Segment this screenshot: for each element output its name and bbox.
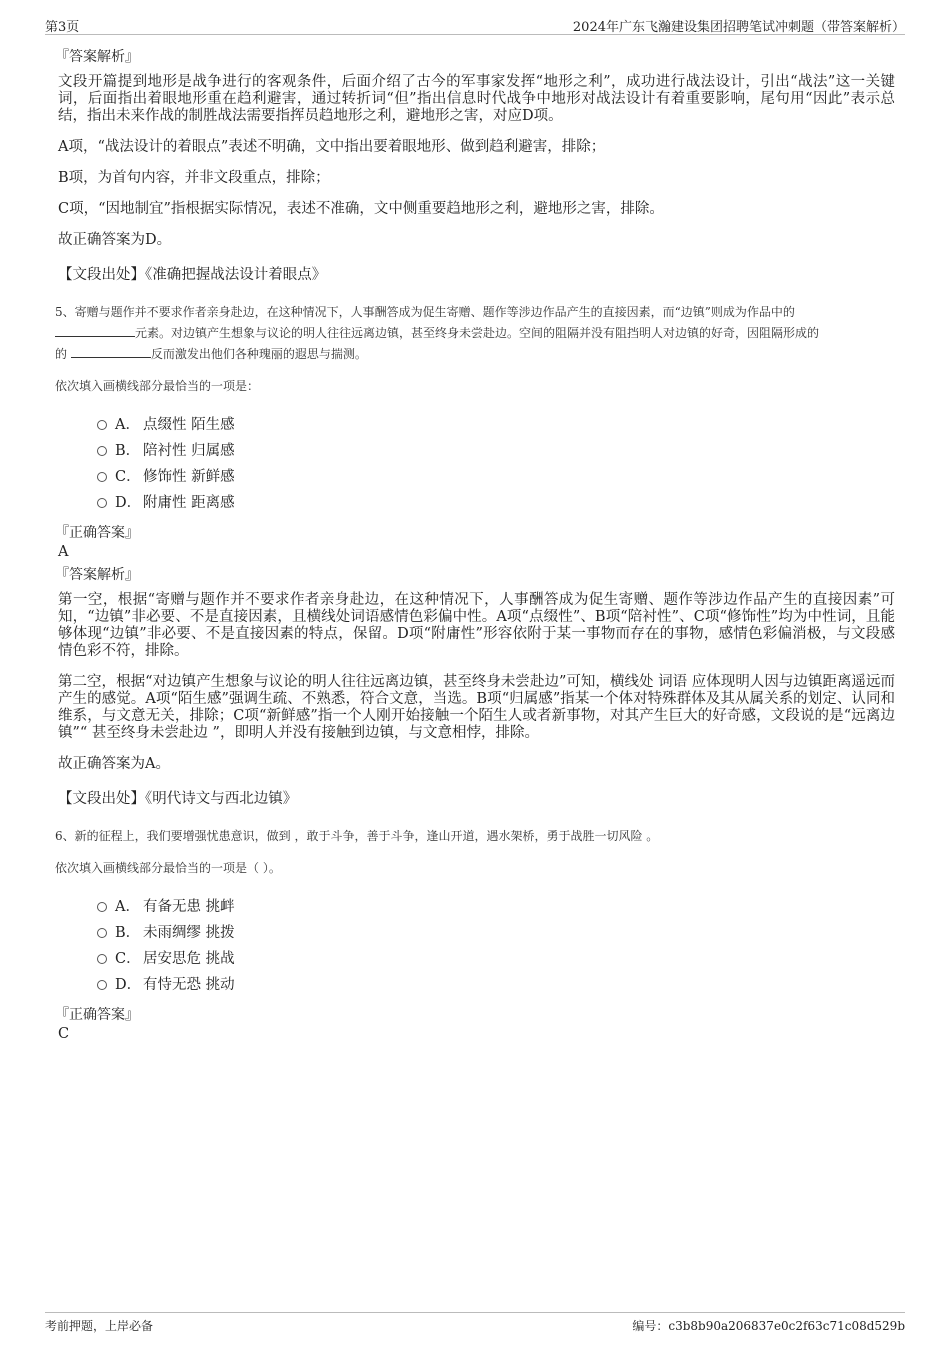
correct-answer: C — [58, 1026, 70, 1042]
radio-icon[interactable] — [97, 498, 107, 508]
option-c[interactable]: C． 居安思危 挑战 — [97, 946, 895, 972]
analysis-paragraph: B项，为首句内容，并非文段重点，排除； — [58, 170, 330, 186]
page-footer — [45, 1312, 905, 1335]
radio-icon[interactable] — [97, 446, 107, 456]
fill-blank — [71, 345, 151, 358]
radio-icon[interactable] — [97, 902, 107, 912]
analysis-conclusion: 故正确答案为D。 — [58, 232, 172, 248]
page-header — [45, 14, 905, 35]
page-content — [55, 46, 895, 1046]
analysis-conclusion: 故正确答案为A。 — [58, 756, 170, 772]
question-5-options — [97, 412, 895, 516]
analysis-paragraph: A项，“战法设计的着眼点”表述不明确，文中指出要着眼地形、做到趋利避害，排除； — [58, 139, 606, 155]
fill-blank — [55, 324, 135, 337]
option-b[interactable]: B． 陪衬性 归属感 — [97, 438, 895, 464]
correct-answer-label: 『正确答案』 — [55, 525, 139, 541]
radio-icon[interactable] — [97, 928, 107, 938]
analysis-paragraph: 第二空，根据“对边镇产生想象与议论的明人往往远离边镇，甚至终身未尝赴边”可知，横线处 词语 应体现明人因与边镇距离遥远而产生的感觉。A项“陌生感”强调生疏、不熟悉，符合文意，当选。B项“归属感”指某一个体对特殊群体及其从属关系的划定、认同和维系，与文意无关，排除；C项“新鲜感”指一个人刚开始接触一个陌生人或者新事物，对其产生巨大的好奇感，文段说的是“远离边镇”“ 甚至终身未尝赴边 ”，即明人并没有接触到边镇，与文意相悖，排除。 — [58, 674, 895, 741]
question-5-stem: 5、寄赠与题作并不要求作者亲身赴边，在这种情况下，人事酬答成为促生寄赠、题作等涉边作品产生的直接因素，而“边镇”则成为作品中的 元素。对边镇产生想象与议论的明人往往远离边镇，甚至终身未尝赴边。空间的阻隔并没有阻挡明人对边镇的好奇，因阻隔形成的 的 反而激发出他们各种瑰丽的遐思与揣测。 — [55, 305, 820, 361]
radio-icon[interactable] — [97, 472, 107, 482]
question-5-prompt: 依次填入画横线部分最恰当的一项是： — [55, 379, 260, 393]
analysis-paragraph: C项，“因地制宜”指根据实际情况，表述不准确，文中侧重要趋地形之利，避地形之害，排除。 — [58, 201, 664, 217]
radio-icon[interactable] — [97, 980, 107, 990]
radio-icon[interactable] — [97, 420, 107, 430]
radio-icon[interactable] — [97, 954, 107, 964]
page-number: 第3页 — [45, 20, 80, 35]
question-6-prompt: 依次填入画横线部分最恰当的一项是（ ）。 — [55, 861, 281, 875]
option-d[interactable]: D． 附庸性 距离感 — [97, 490, 895, 516]
document-title: 2024年广东飞瀚建设集团招聘笔试冲刺题（带答案解析） — [572, 20, 905, 35]
analysis-paragraph: 第一空，根据“寄赠与题作并不要求作者亲身赴边，在这种情况下，人事酬答成为促生寄赠、题作等涉边作品产生的直接因素”可知，“边镇”非必要、不是直接因素，且横线处词语感情色彩偏中性。A项“点缀性”、B项“陪衬性”、C项“修饰性”均为中性词，且能够体现“边镇”非必要、不是直接因素的特点，保留。D项“附庸性”形容依附于某一事物而存在的事物，感情色彩偏消极，与文段感情色彩不符，排除。 — [58, 592, 895, 659]
correct-answer-label: 『正确答案』 — [55, 1007, 139, 1023]
analysis-label: 『答案解析』 — [55, 567, 139, 583]
correct-answer: A — [58, 544, 69, 560]
question-6-options — [97, 894, 895, 998]
option-b[interactable]: B． 未雨绸缪 挑拨 — [97, 920, 895, 946]
option-a[interactable]: A． 点缀性 陌生感 — [97, 412, 895, 438]
question-6-stem: 6、新的征程上，我们要增强忧患意识，做到 ，敢于斗争，善于斗争，逢山开道，遇水架桥，勇于战胜一切风险 。 — [55, 829, 659, 843]
option-d[interactable]: D． 有恃无恐 挑动 — [97, 972, 895, 998]
passage-source: 【文段出处】《明代诗文与西北边镇》 — [58, 791, 298, 807]
footer-slogan: 考前押题，上岸必备 — [45, 1319, 154, 1333]
analysis-label: 『答案解析』 — [55, 49, 139, 65]
document-code: 编号：c3b8b90a206837e0c2f63c71c08d529b — [632, 1319, 905, 1333]
analysis-paragraph: 文段开篇提到地形是战争进行的客观条件，后面介绍了古今的军事家发挥“地形之利”，成功进行战法设计，引出“战法”这一关键词，后面指出着眼地形重在趋利避害，通过转折词“但”指出信息时代战争中地形对战法设计有着重要影响，尾句用“因此”表示总结，指出未来作战的制胜战法需要指挥员趋地形之利，避地形之害，对应D项。 — [58, 74, 895, 124]
passage-source: 【文段出处】《准确把握战法设计着眼点》 — [58, 267, 327, 283]
option-c[interactable]: C． 修饰性 新鲜感 — [97, 464, 895, 490]
option-a[interactable]: A． 有备无患 挑衅 — [97, 894, 895, 920]
